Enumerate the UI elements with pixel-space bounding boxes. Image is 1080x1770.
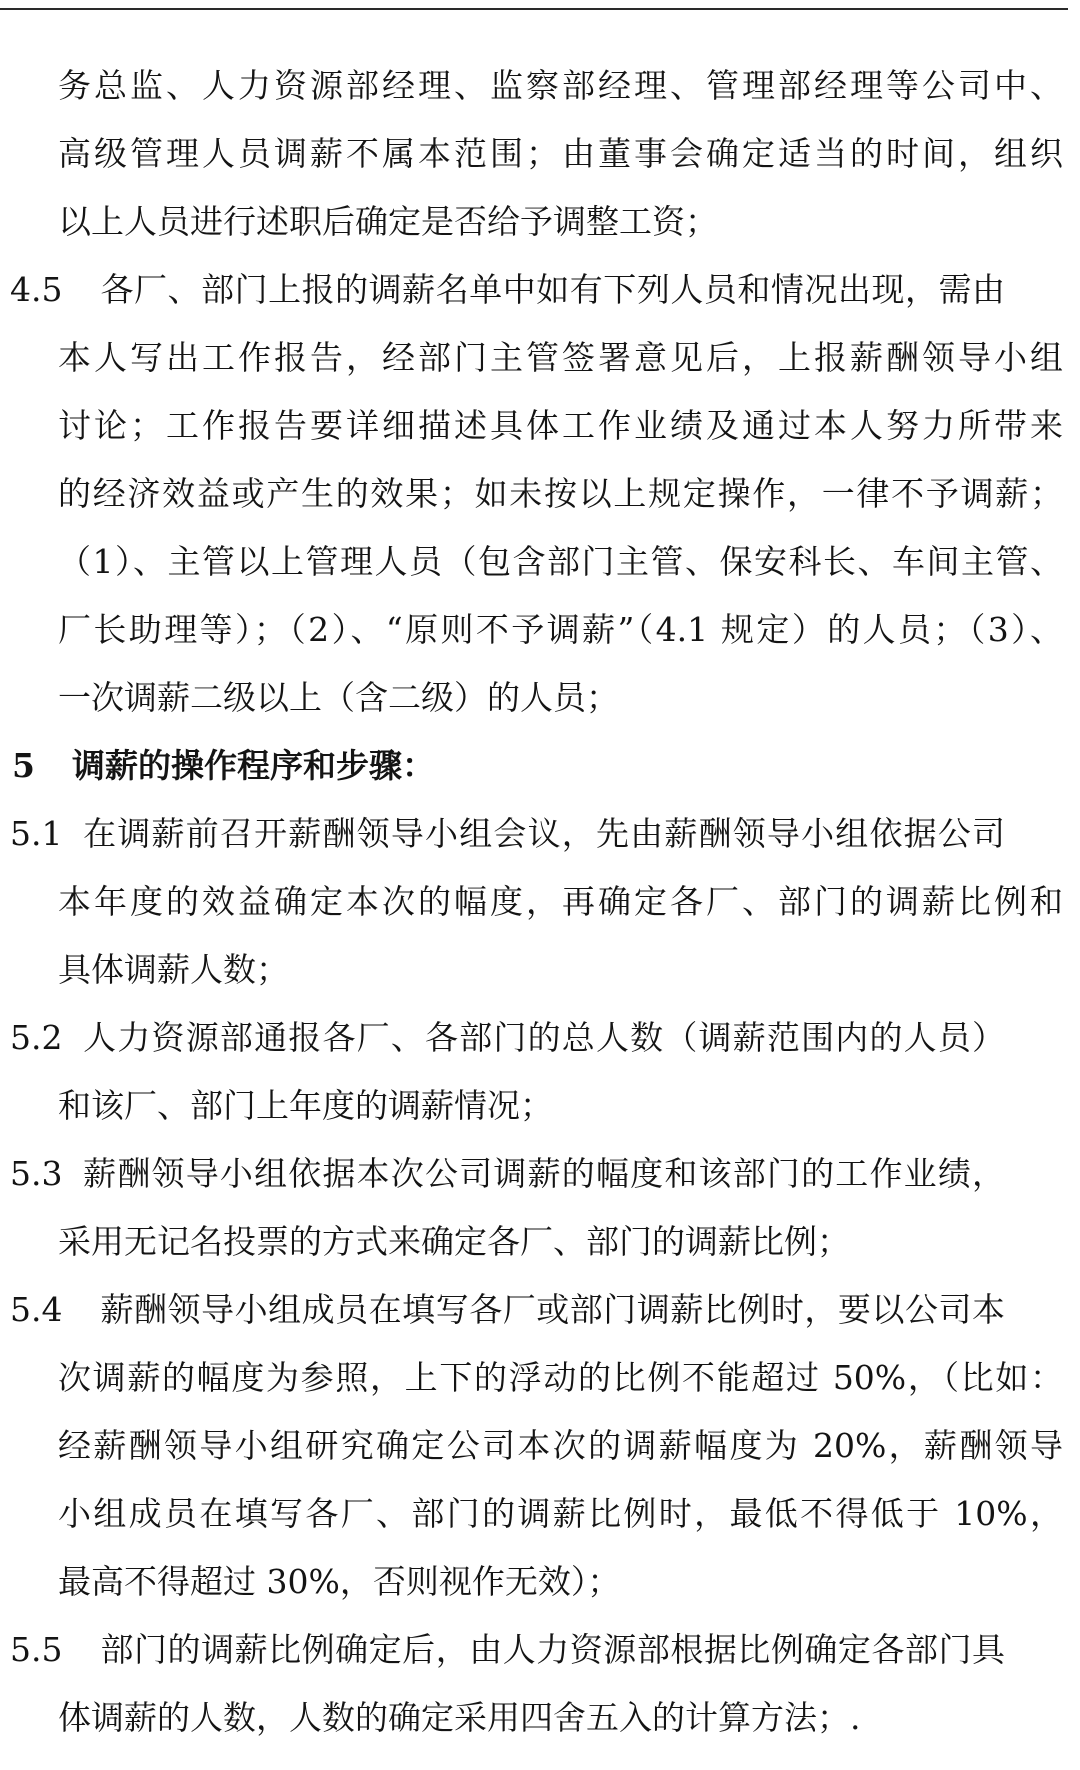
clause-text: 薪酬领导小组依据本次公司调薪的幅度和该部门的工作业绩，: [82, 1154, 1005, 1193]
text-line: 具体调薪人数；: [58, 950, 289, 989]
text-line: 本年度的效益确定本次的幅度，再确定各厂、部门的调薪比例和: [58, 882, 1063, 921]
text-line: （1）、主管以上管理人员（包含部门主管、保安科长、车间主管、: [58, 542, 1063, 581]
section-number: 5: [12, 746, 35, 785]
clause-4-5: [0, 256, 1005, 324]
clause-number: 4.5: [10, 270, 63, 309]
clause-number: 5.5: [10, 1630, 63, 1669]
clause-5-1: [0, 800, 1005, 868]
text-line: 最高不得超过 30%，否则视作无效）；: [58, 1562, 621, 1601]
clause-number: 5.4: [10, 1290, 63, 1329]
clause-number: 5.2: [10, 1018, 63, 1057]
clause-text: 人力资源部通报各厂、各部门的总人数（调薪范围内的人员）: [82, 1018, 1005, 1057]
text-line: 次调薪的幅度为参照，上下的浮动的比例不能超过 50%，（比如：: [58, 1358, 1063, 1397]
text-line: 厂长助理等）；（2）、“原则不予调薪”（4.1 规定）的人员；（3）、: [58, 610, 1063, 649]
clause-text: 薪酬领导小组成员在填写各厂或部门调薪比例时，要以公司本: [100, 1290, 1005, 1329]
text-line: 采用无记名投票的方式来确定各厂、部门的调薪比例；: [58, 1222, 850, 1261]
clause-5-3: [0, 1140, 1005, 1208]
text-line: 小组成员在填写各厂、部门的调薪比例时，最低不得低于 10%，: [58, 1494, 1063, 1533]
clause-text: 部门的调薪比例确定后，由人力资源部根据比例确定各部门具: [100, 1630, 1005, 1669]
text-line: 体调薪的人数，人数的确定采用四舍五入的计算方法；.: [58, 1698, 861, 1737]
text-line: 本人写出工作报告，经部门主管签署意见后，上报薪酬领导小组: [58, 338, 1063, 377]
text-line: 高级管理人员调薪不属本范围；由董事会确定适当的时间，组织: [58, 134, 1063, 173]
clause-5-4: [0, 1276, 1005, 1344]
clause-text: 在调薪前召开薪酬领导小组会议，先由薪酬领导小组依据公司: [82, 814, 1005, 853]
clause-number: 5.3: [10, 1154, 63, 1193]
text-line: 经薪酬领导小组研究确定公司本次的调薪幅度为 20%，薪酬领导: [58, 1426, 1063, 1465]
text-line: 讨论；工作报告要详细描述具体工作业绩及通过本人努力所带来: [58, 406, 1063, 445]
text-line: 的经济效益或产生的效果；如未按以上规定操作，一律不予调薪；: [58, 474, 1063, 513]
text-line: 和该厂、部门上年度的调薪情况；: [58, 1086, 553, 1125]
text-line: 以上人员进行述职后确定是否给予调整工资；: [58, 202, 718, 241]
clause-5-5: [0, 1616, 1005, 1684]
clause-5-2: [0, 1004, 1005, 1072]
text-line: 务总监、人力资源部经理、监察部经理、管理部经理等公司中、: [58, 66, 1063, 105]
text-line: 一次调薪二级以上（含二级）的人员；: [58, 678, 619, 717]
clause-number: 5.1: [10, 814, 63, 853]
section-title: 调薪的操作程序和步骤：: [72, 746, 435, 785]
clause-text: 各厂、部门上报的调薪名单中如有下列人员和情况出现，需由: [100, 270, 1005, 309]
section-heading-5: [0, 732, 1005, 800]
